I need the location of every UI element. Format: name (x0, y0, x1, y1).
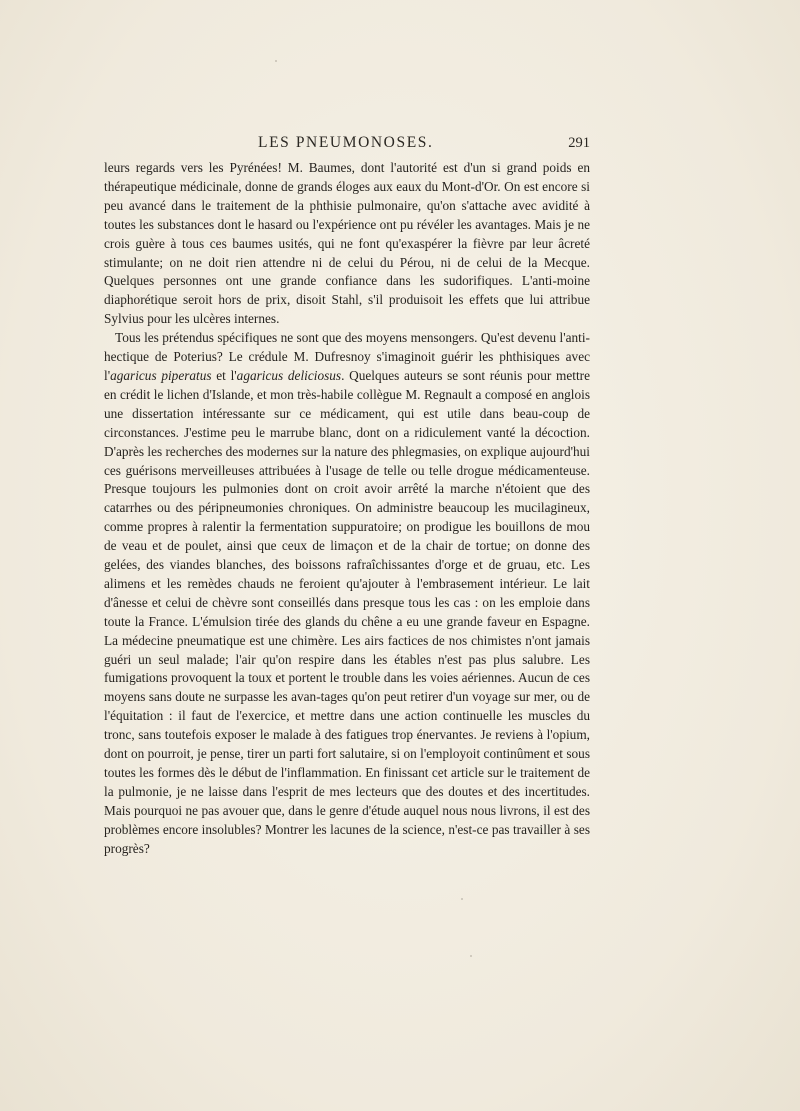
body-text (104, 159, 590, 859)
paper-speck (470, 955, 472, 957)
text-run: leurs regards vers les Pyrénées! M. Baumes, dont l'autorité est d'un si grand poids en thérapeutique médicinale, donne de grands éloges aux eaux du Mont-d'Or. On est encore si peu avancé dans le traitement de la phthisie pulmonaire, qu'on s'attache avec avidité à toutes les substances dont le hasard ou l'expérience ont pu révéler les avantages. Mais je ne crois guère à tous ces baumes usités, qui ne font qu'exaspérer la fièvre par leur âcreté stimulante; on ne doit rien attendre ni de celui du Pérou, ni de celui de la Mecque. Quelques personnes ont une grande confiance dans les sudorifiques. L'anti-moine diaphorétique seroit hors de prix, disoit Stahl, s'il produisoit les effets que lui attribue Sylvius pour les ulcères internes. (104, 160, 590, 327)
running-title: LES PNEUMONOSES. (258, 134, 434, 151)
text-run: . Quelques auteurs se sont réunis pour mettre en crédit le lichen d'Islande, et mon très-habile collègue M. Regnault a composé en anglois une dissertation intéressante sur ce médicament, qui est utile dans beau-coup de circonstances. J'estime peu le marrube blanc, dont on a ridiculement vanté la décoction. D'après les recherches des modernes sur la nature des phlegmasies, on explique aujourd'hui ces guérisons merveilleuses attribuées à l'usage de telle ou telle drogue médicamenteuse. Presque toujours les pulmonies dont on croit avoir arrêté la marche n'étoient que des catarrhes ou des péripneumonies chroniques. On administre beaucoup les mucilagineux, comme propres à ralentir la fermentation suppuratoire; on prodigue les bouillons de mou de veau et de poulet, ainsi que ceux de limaçon et de la chair de tortue; on donne des gelées, des viandes blanches, des boissons rafraîchissantes d'orge et de gruau, etc. Les alimens et les remèdes chauds ne feroient qu'ajouter à l'embrasement intérieur. Le lait d'ânesse et celui de chèvre sont conseillés dans presque tous les cas : on les emploie dans toute la France. L'émulsion tirée des glands du chêne a eu une grande faveur en Espagne. La médecine pneumatique est une chimère. Les airs factices de nos chimistes n'ont jamais guéri un seul malade; l'air qu'on respire dans les étables n'est pas plus salubre. Les fumigations provoquent la toux et portent le trouble dans les voies aériennes. Aucun de ces moyens sans doute ne surpasse les avan-tages qu'on peut retirer d'un voyage sur mer, ou de l'équitation : il faut de l'exercice, et mettre dans une action continuelle les muscles du tronc, sans toutefois exposer le malade à des fatigues trop énervantes. Je reviens à l'opium, dont on pourroit, je pense, tirer un parti fort salutaire, si on l'employoit continûment et sous toutes les formes dès le début de l'inflammation. En finissant cet article sur le traitement de la pulmonie, je ne laisse dans l'esprit de mes lecteurs que des doutes et des incertitudes. Mais pourquoi ne pas avouer que, dans le genre d'étude auquel nous nous livrons, il est des problèmes encore insolubles? Montrer les lacunes de la science, n'est-ce pas travailler à ses progrès? (104, 367, 590, 856)
page-number: 291 (568, 135, 590, 151)
text-run: et l' (211, 367, 237, 383)
paragraph-1 (104, 159, 590, 329)
paragraph-2 (104, 329, 590, 858)
italic-term-agaricus-deliciosus: agaricus deliciosus (236, 367, 342, 383)
text-run: Tous les prétendus spécifiques ne sont que des moyens mensongers. Qu'est devenu l'anti-hectique de Poterius? Le crédule M. Dufresnoy s'imaginoit guérir les phthisiques avec l' (104, 330, 590, 383)
italic-term-agaricus-piperatus: agaricus piperatus (110, 367, 212, 383)
paper-speck (461, 898, 463, 900)
running-head (104, 134, 590, 154)
paper-speck (275, 60, 277, 62)
